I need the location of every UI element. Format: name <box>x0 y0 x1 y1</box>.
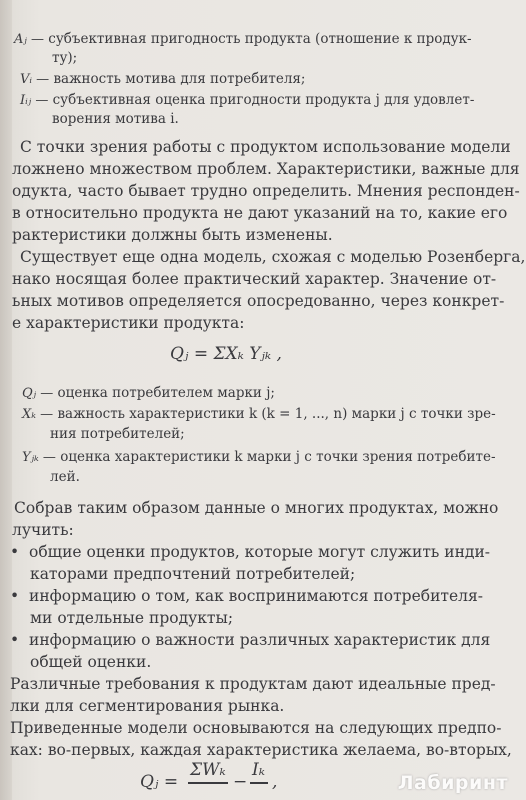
text-line: ках: во-первых, каждая характеристика желаема, во-вторых, <box>10 741 512 759</box>
text-line: лки для сегментирования рынка. <box>10 697 285 715</box>
text-line: лучить: <box>12 521 74 539</box>
formula-numerator: ΣWₖ <box>190 760 226 780</box>
definition-line: Qⱼ — оценка потребителем марки j; <box>22 385 275 401</box>
text-line: ложнено множеством проблем. Характеристики, важные для <box>12 160 520 178</box>
fraction-bar <box>188 782 228 784</box>
text-line: в относительно продукта не дают указаний на то, какие его <box>12 204 508 222</box>
formula-q-sum: Qⱼ = ΣXₖ Yⱼₖ , <box>170 344 282 364</box>
bullet-icon: • <box>10 543 29 561</box>
watermark-logo: Лабиринт <box>397 772 508 794</box>
fraction-bar <box>250 782 268 784</box>
text-line: е характеристики продукта: <box>12 314 245 332</box>
text-line: Различные требования к продуктам дают идеальные пред- <box>10 675 496 693</box>
bullet-continuation: общей оценки. <box>30 653 152 671</box>
text-line: ьных мотивов определяется опосредованно, через конкрет- <box>12 292 505 310</box>
definition-line: лей. <box>50 469 80 485</box>
bullet-item: • информацию о том, как воспринимаются потребителя- <box>10 587 484 605</box>
text-line: Собрав таким образом данные о многих продуктах, можно <box>14 499 499 517</box>
definition-line: Xₖ — важность характеристики k (k = 1, ..., n) марки j с точки зре- <box>22 406 496 422</box>
definition-line: ния потребителей; <box>50 426 185 442</box>
formula-minus: − <box>233 772 248 792</box>
formula-numerator: Iₖ <box>252 760 265 780</box>
bullet-continuation: каторами предпочтений потребителей; <box>30 565 356 583</box>
formula-tail: , <box>272 772 278 792</box>
definition-line: ворения мотива i. <box>52 111 179 127</box>
bullet-icon: • <box>10 587 29 605</box>
text-line: Существует еще одна модель, схожая с моделью Розенберга, <box>20 248 526 266</box>
formula-lhs: Qⱼ = <box>140 772 179 792</box>
bullet-item: • общие оценки продуктов, которые могут служить инди- <box>10 543 491 561</box>
definition-line: Vᵢ — важность мотива для потребителя; <box>20 71 306 87</box>
text-line: одукта, часто бывает трудно определить. Мнения респонден- <box>12 182 520 200</box>
definition-line: ту); <box>52 50 78 66</box>
bullet-icon: • <box>10 631 29 649</box>
definition-line: Iᵢⱼ — субъективная оценка пригодности продукта j для удовлет- <box>20 92 475 108</box>
text-line: С точки зрения работы с продуктом использование модели <box>20 138 511 156</box>
bullet-continuation: ми отдельные продукты; <box>30 609 234 627</box>
definition-line: Yⱼₖ — оценка характеристики k марки j с точки зрения потребите- <box>22 449 496 465</box>
text-line: рактеристики должны быть изменены. <box>12 226 333 244</box>
text-line: Приведенные модели основываются на следующих предпо- <box>10 719 502 737</box>
bullet-item: • информацию о важности различных характеристик для <box>10 631 491 649</box>
text-line: нако носящая более практический характер. Значение от- <box>12 270 497 288</box>
definition-line: Aⱼ — субъективная пригодность продукта (отношение к продук- <box>14 31 472 47</box>
